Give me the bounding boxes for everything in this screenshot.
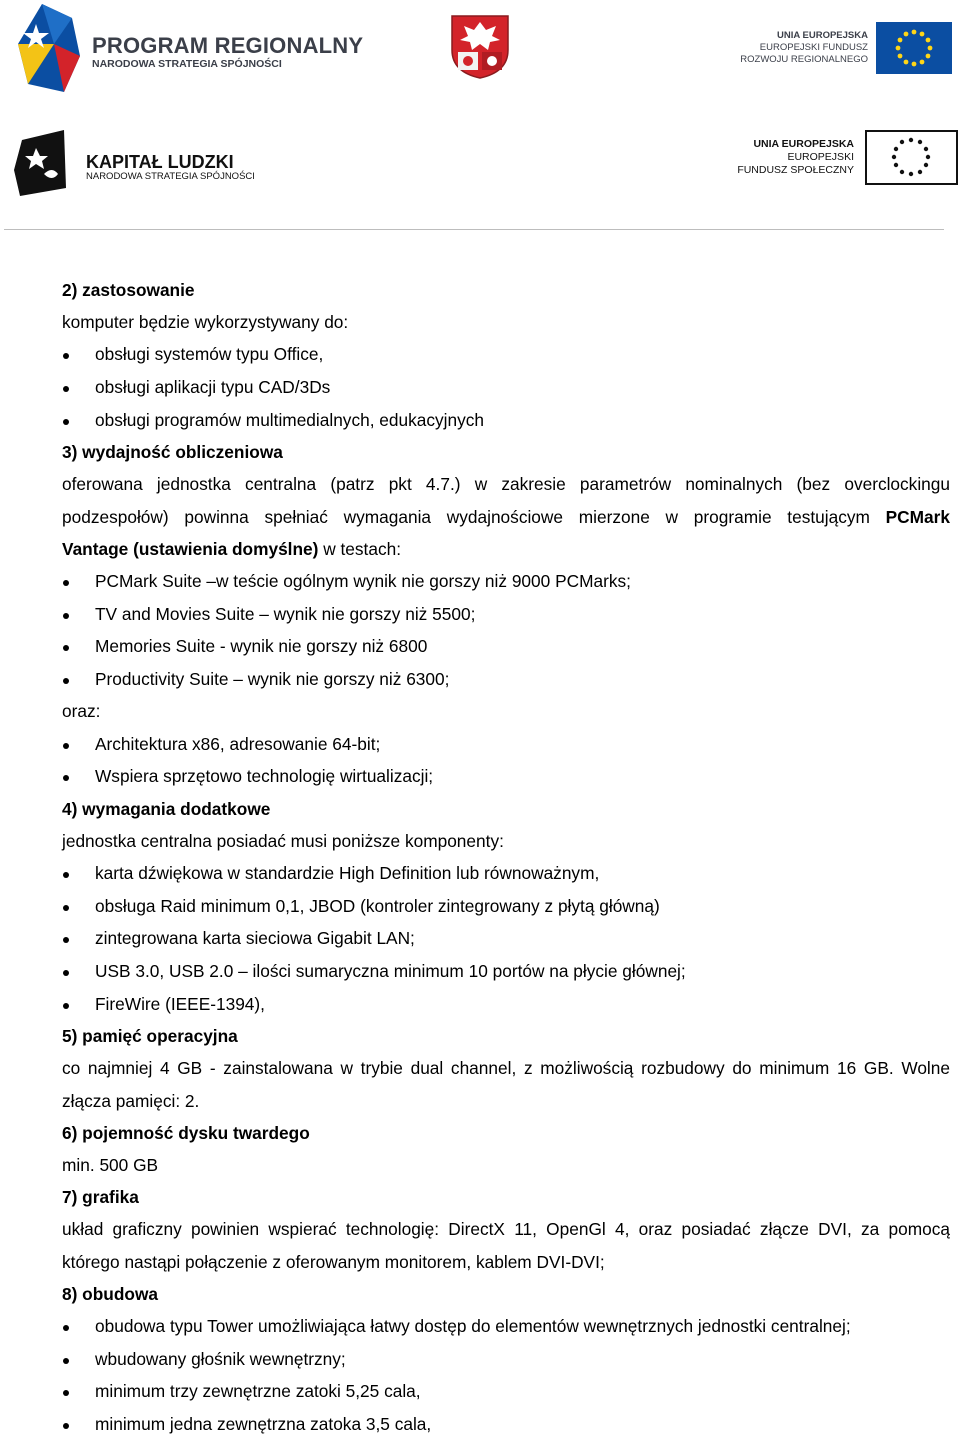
list-item: karta dźwiękowa w standardzie High Definition lub równoważnym,	[62, 857, 950, 890]
section-heading-zastosowanie: 2) zastosowanie	[62, 280, 195, 300]
section-heading-dysk: 6) pojemność dysku twardego	[62, 1122, 310, 1143]
list-item: FireWire (IEEE-1394),	[62, 988, 950, 1021]
list-item: obsługi programów multimedialnych, edukacyjnych	[62, 404, 950, 437]
eu-flag-icon	[876, 22, 952, 74]
eu-erdf-line3: ROZWOJU REGIONALNEGO	[740, 54, 868, 65]
paragraph-line: którego nastąpi połączenie z oferowanym monitorem, kablem DVI-DVI;	[62, 1251, 605, 1272]
bullet-list	[62, 857, 950, 1020]
paragraph: komputer będzie wykorzystywany do:	[62, 312, 349, 333]
eu-flag-outline-icon	[865, 130, 958, 185]
program-regionalny-logo-icon	[14, 4, 86, 94]
bullet-list	[62, 565, 950, 695]
list-item: obsługi aplikacji typu CAD/3Ds	[62, 371, 950, 404]
paragraph-line: co najmniej 4 GB - zainstalowana w trybie dual channel, z możliwością rozbudowy do minimum 16 GB. Wolne	[62, 1058, 950, 1079]
list-item: wbudowany głośnik wewnętrzny;	[62, 1343, 950, 1376]
paragraph-text: podzespołów) powinna spełniać wymagania wydajnościowe mierzone w programie testującym	[62, 506, 886, 527]
section-heading-obudowa: 8) obudowa	[62, 1283, 159, 1304]
paragraph-line: układ graficzny powinien wspierać technologię: DirectX 11, OpenGl 4, oraz posiadać złącze DVI, za pomocą	[62, 1219, 950, 1240]
eu-erdf-text	[736, 30, 868, 66]
list-item: USB 3.0, USB 2.0 – ilości sumaryczna minimum 10 portów na płycie głównej;	[62, 955, 950, 988]
kapital-ludzki-title: KAPITAŁ LUDZKI	[86, 152, 234, 172]
eu-esf-line1: UNIA EUROPEJSKA	[753, 138, 854, 150]
list-item: zintegrowana karta sieciowa Gigabit LAN;	[62, 922, 950, 955]
eu-esf-text	[726, 138, 854, 177]
program-regionalny-subtitle: NARODOWA STRATEGIA SPÓJNOŚCI	[92, 58, 282, 70]
section-heading-wydajnosc: 3) wydajność obliczeniowa	[62, 442, 283, 463]
list-item: minimum jedna zewnętrzna zatoka 3,5 cala,	[62, 1408, 950, 1440]
list-item: obsługi systemów typu Office,	[62, 338, 950, 371]
list-item: Productivity Suite – wynik nie gorszy niż 6300;	[62, 663, 950, 696]
paragraph-line: złącza pamięci: 2.	[62, 1090, 200, 1111]
bullet-list	[62, 1310, 950, 1440]
kapital-ludzki-logo-icon	[14, 130, 68, 196]
list-item: TV and Movies Suite – wynik nie gorszy niż 5500;	[62, 598, 950, 631]
page-header	[0, 0, 960, 232]
list-item: obudowa typu Tower umożliwiająca łatwy dostęp do elementów wewnętrznych jednostki centralnej;	[62, 1310, 950, 1343]
eu-erdf-line1: UNIA EUROPEJSKA	[777, 30, 868, 41]
list-item: PCMark Suite –w teście ogólnym wynik nie gorszy niż 9000 PCMarks;	[62, 565, 950, 598]
paragraph: jednostka centralna posiadać musi poniższe komponenty:	[62, 830, 504, 851]
list-item: Architektura x86, adresowanie 64-bit;	[62, 728, 950, 761]
list-item: Memories Suite - wynik nie gorszy niż 6800	[62, 630, 950, 663]
paragraph-line: oferowana jednostka centralna (patrz pkt 4.7.) w zakresie parametrów nominalnych (bez overclockingu	[62, 474, 950, 495]
list-item: Wspiera sprzętowo technologię wirtualizacji;	[62, 760, 950, 793]
program-regionalny-title: PROGRAM REGIONALNY	[92, 33, 364, 58]
pcmark-vantage-name: Vantage (ustawienia domyślne)	[62, 538, 319, 559]
paragraph-text: w testach:	[318, 538, 402, 559]
paragraph: min. 500 GB	[62, 1154, 159, 1175]
kapital-ludzki-subtitle: NARODOWA STRATEGIA SPÓJNOŚCI	[86, 171, 255, 182]
list-item: obsługa Raid minimum 0,1, JBOD (kontroler zintegrowany z płytą główną)	[62, 890, 950, 923]
pcmark-name: PCMark	[885, 506, 950, 527]
list-item: minimum trzy zewnętrzne zatoki 5,25 cala,	[62, 1375, 950, 1408]
paragraph: oraz:	[62, 701, 101, 722]
paragraph-line	[62, 501, 950, 533]
document-body	[62, 274, 950, 1440]
eu-erdf-line2: EUROPEJSKI FUNDUSZ	[759, 42, 868, 53]
header-divider	[4, 229, 944, 230]
section-heading-pamiec: 5) pamięć operacyjna	[62, 1026, 238, 1047]
eu-esf-line3: FUNDUSZ SPOŁECZNY	[737, 164, 854, 176]
section-heading-grafika: 7) grafika	[62, 1187, 139, 1208]
eu-esf-line2: EUROPEJSKI	[787, 151, 854, 163]
bullet-list	[62, 728, 950, 793]
coat-of-arms-icon	[450, 14, 510, 80]
section-heading-wymagania: 4) wymagania dodatkowe	[62, 798, 271, 819]
bullet-list	[62, 338, 950, 436]
paragraph-line	[62, 533, 950, 565]
